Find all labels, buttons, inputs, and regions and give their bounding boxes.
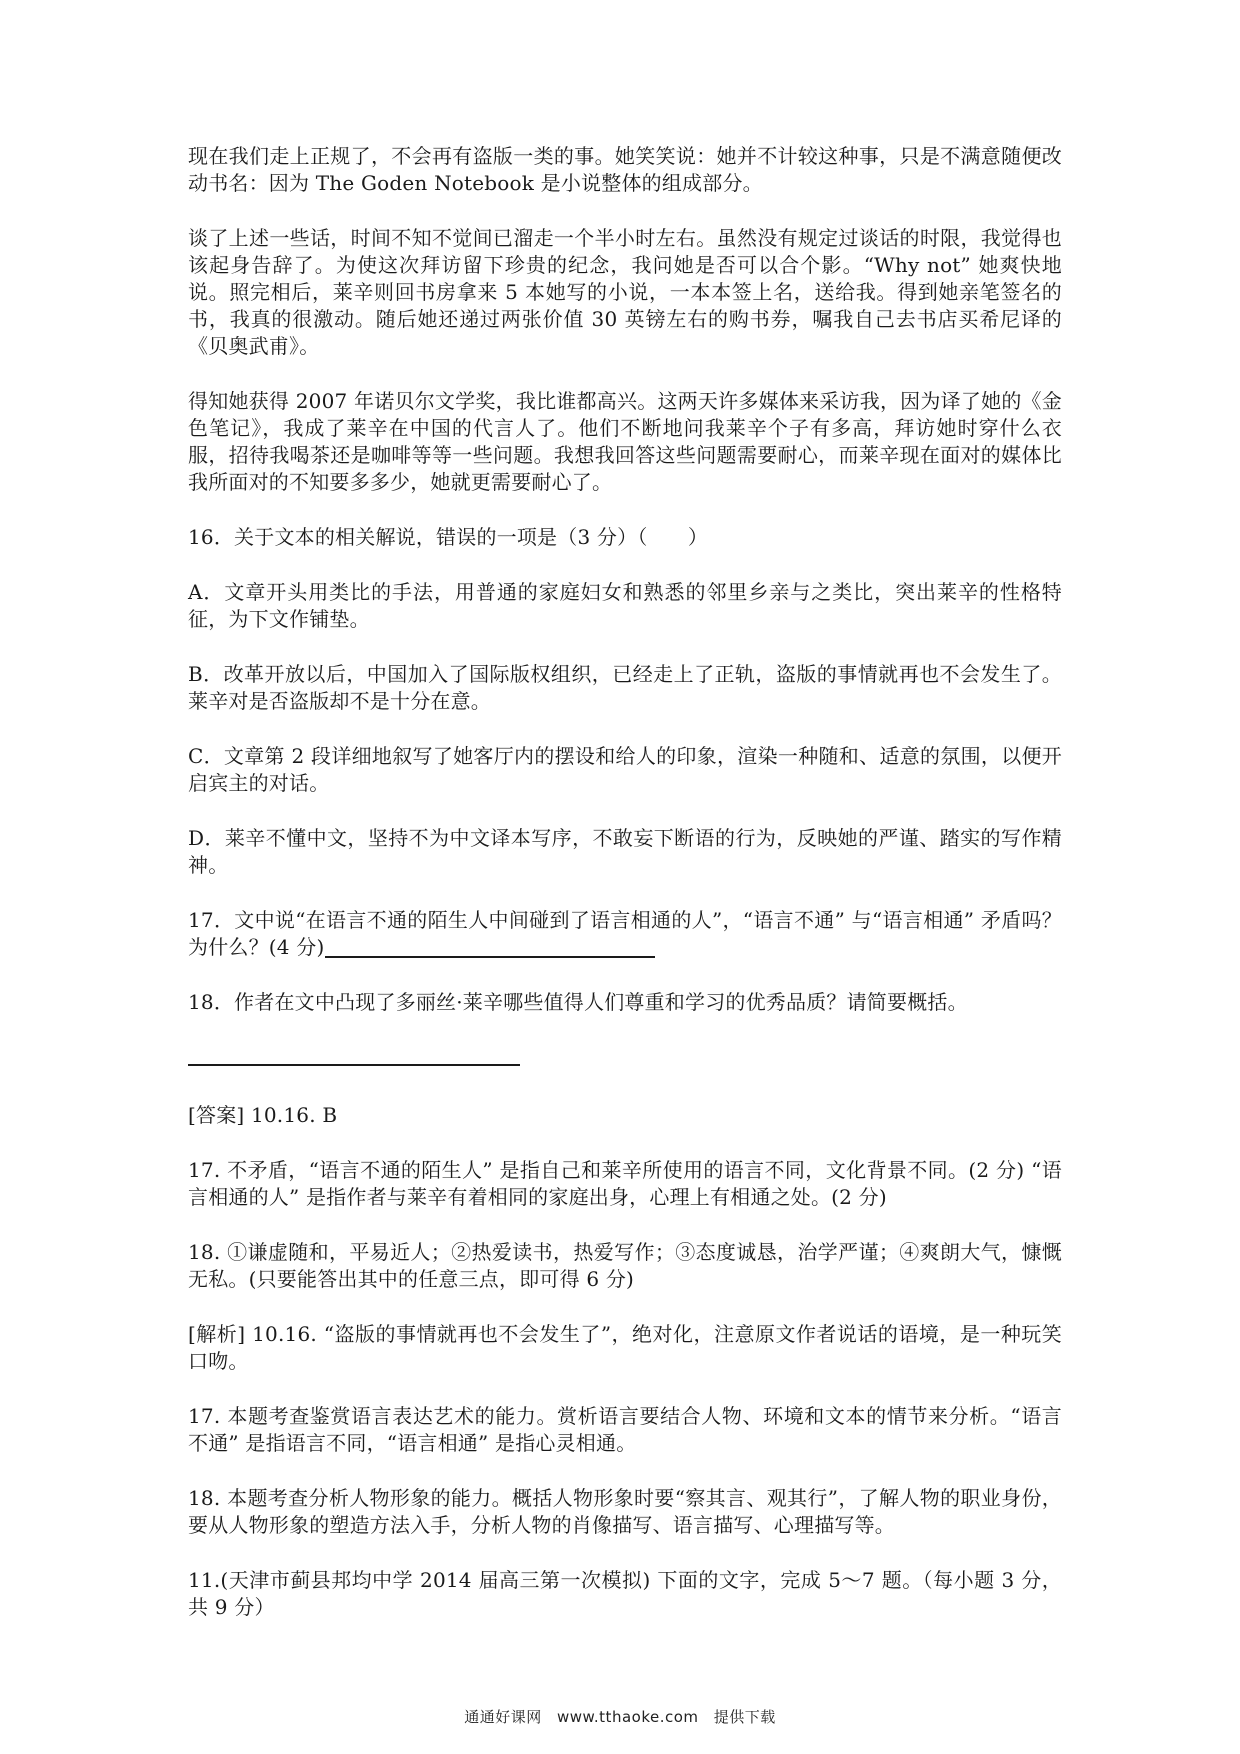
option-a: A．文章开头用类比的手法，用普通的家庭妇女和熟悉的邻里乡亲与之类比，突出莱辛的性格特征，为下文作铺垫。: [188, 580, 1062, 631]
option-c: C．文章第 2 段详细地叙写了她客厅内的摆设和给人的印象，渲染一种随和、适意的氛围，以便开启宾主的对话。: [188, 744, 1062, 795]
answer-blank-17: [325, 936, 655, 958]
next-section-heading: 11.(天津市蓟县邦均中学 2014 届高三第一次模拟) 下面的文字，完成 5～7 题。（每小题 3 分，共 9 分）: [188, 1568, 1062, 1619]
option-d: D．莱辛不懂中文，坚持不为中文译本写序，不敢妄下断语的行为，反映她的严谨、踏实的写作精神。: [188, 826, 1062, 877]
analysis-16: [解析] 10.16. “盗版的事情就再也不会发生了”，绝对化，注意原文作者说话的语境，是一种玩笑口吻。: [188, 1322, 1062, 1373]
footer-note: 提供下载: [713, 1708, 776, 1726]
analysis-17: 17. 本题考查鉴赏语言表达艺术的能力。赏析语言要结合人物、环境和文本的情节来分析。“语言不通” 是指语言不同，“语言相通” 是指心灵相通。: [188, 1404, 1062, 1455]
answer-16: [答案] 10.16. B: [188, 1103, 338, 1127]
option-b: B．改革开放以后，中国加入了国际版权组织，已经走上了正轨，盗版的事情就再也不会发生了。莱辛对是否盗版却不是十分在意。: [188, 662, 1062, 713]
question-17: 17．文中说“在语言不通的陌生人中间碰到了语言相通的人”，“语言不通” 与“语言相通” 矛盾吗？为什么？(4 分): [188, 908, 1062, 959]
question-17-wrapper: [188, 907, 1062, 961]
document-page: [188, 143, 1062, 1649]
footer-site-name: 通通好课网: [464, 1708, 542, 1726]
footer-url[interactable]: www.tthaoke.com: [556, 1708, 699, 1726]
passage-paragraph-3: 得知她获得 2007 年诺贝尔文学奖，我比谁都高兴。这两天许多媒体来采访我，因为译了她的《金色笔记》，我成了莱辛在中国的代言人了。他们不断地问我莱辛个子有多高，拜访她时穿什么衣服，招待我喝茶还是咖啡等等一些问题。我想我回答这些问题需要耐心，而莱辛现在面对的媒体比我所面对的不知要多多少，她就更需要耐心了。: [188, 389, 1062, 494]
passage-paragraph-1: 现在我们走上正规了，不会再有盗版一类的事。她笑笑说：她并不计较这种事，只是不满意随便改动书名：因为 The Goden Notebook 是小说整体的组成部分。: [188, 144, 1062, 195]
answer-17: 17. 不矛盾，“语言不通的陌生人” 是指自己和莱辛所使用的语言不同，文化背景不同。(2 分) “语言相通的人” 是指作者与莱辛有着相同的家庭出身，心理上有相通之处。(2 分): [188, 1158, 1062, 1209]
passage-paragraph-2: 谈了上述一些话，时间不知不觉间已溜走一个半小时左右。虽然没有规定过谈话的时限，我觉得也该起身告辞了。为使这次拜访留下珍贵的纪念，我问她是否可以合个影。“Why not” 她爽快地说。照完相后，莱辛则回书房拿来 5 本她写的小说，一本本签上名，送给我。得到她亲笔签名的书，我真的很激动。随后她还递过两张价值 30 英镑左右的购书券，嘱我自己去书店买希尼译的《贝奥武甫》。: [188, 226, 1062, 358]
page-footer: [0, 1706, 1240, 1727]
analysis-18: 18. 本题考查分析人物形象的能力。概括人物形象时要“察其言、观其行”，了解人物的职业身份，要从人物形象的塑造方法入手，分析人物的肖像描写、语言描写、心理描写等。: [188, 1486, 1062, 1537]
answer-blank-18: [188, 1064, 520, 1066]
question-18: 18．作者在文中凸现了多丽丝·莱辛哪些值得人们尊重和学习的优秀品质？请简要概括。: [188, 990, 968, 1014]
question-16: 16．关于文本的相关解说，错误的一项是（3 分）（ ）: [188, 525, 709, 549]
answer-18: 18. ①谦虚随和，平易近人；②热爱读书，热爱写作；③态度诚恳，治学严谨；④爽朗大气，慷慨无私。(只要能答出其中的任意三点，即可得 6 分): [188, 1240, 1062, 1291]
